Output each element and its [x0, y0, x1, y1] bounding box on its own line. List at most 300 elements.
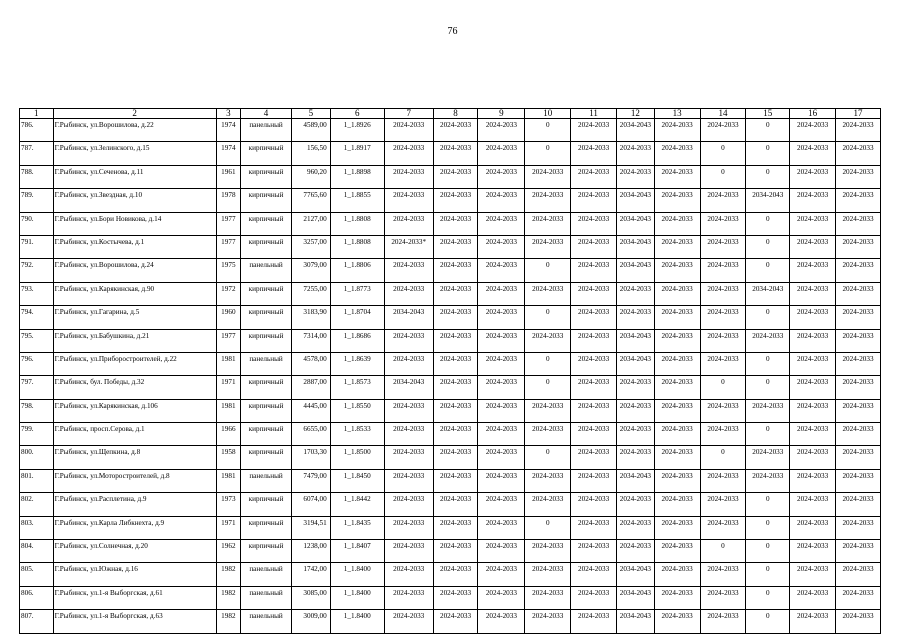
- period-cell: 2024-2033: [836, 329, 881, 352]
- period-cell: 0: [525, 516, 571, 539]
- address-cell: Г.Рыбинск, ул.Ворошилова, д.24: [53, 259, 216, 282]
- period-cell: 2024-2033: [433, 329, 478, 352]
- row-number-cell: 797.: [20, 376, 54, 399]
- period-cell: 2024-2033: [525, 469, 571, 492]
- period-cell: 0: [746, 563, 790, 586]
- period-cell: 2034-2043: [746, 189, 790, 212]
- period-cell: 2024-2033: [571, 376, 617, 399]
- period-cell: 2024-2033: [478, 540, 525, 563]
- period-cell: 2024-2033: [478, 259, 525, 282]
- period-cell: 2034-2043: [384, 306, 433, 329]
- period-cell: 2034-2043: [617, 259, 655, 282]
- column-header: 6: [330, 109, 384, 119]
- period-cell: 2024-2033: [654, 469, 700, 492]
- table-row: [20, 376, 881, 399]
- period-cell: 2024-2033: [571, 235, 617, 258]
- row-number-cell: 786.: [20, 119, 54, 142]
- table-row: [20, 259, 881, 282]
- table-row: [20, 352, 881, 375]
- period-cell: 2024-2033: [654, 189, 700, 212]
- address-cell: Г.Рыбинск, ул.Бабушкина, д.21: [53, 329, 216, 352]
- column-header: 14: [700, 109, 746, 119]
- period-cell: 2024-2033: [433, 212, 478, 235]
- rank-cell: 1_1.8400: [330, 610, 384, 633]
- period-cell: 2024-2033: [700, 329, 746, 352]
- period-cell: 2024-2033: [654, 399, 700, 422]
- period-cell: 0: [746, 493, 790, 516]
- period-cell: 2024-2033: [478, 189, 525, 212]
- period-cell: 2024-2033: [525, 282, 571, 305]
- period-cell: 2024-2033: [790, 446, 836, 469]
- table-row: [20, 399, 881, 422]
- address-cell: Г.Рыбинск, ул.Бори Новикова, д.14: [53, 212, 216, 235]
- page-number: 76: [447, 26, 458, 37]
- period-cell: 2024-2033: [478, 376, 525, 399]
- column-header: 1: [20, 109, 54, 119]
- rank-cell: 1_1.8808: [330, 212, 384, 235]
- period-cell: 2024-2033: [525, 329, 571, 352]
- address-cell: Г.Рыбинск, ул.Ворошилова, д.22: [53, 119, 216, 142]
- year-cell: 1982: [216, 586, 240, 609]
- period-cell: 2024-2033: [384, 259, 433, 282]
- wall-material-cell: кирпичный: [241, 142, 292, 165]
- wall-material-cell: кирпичный: [241, 329, 292, 352]
- period-cell: 2024-2033: [478, 586, 525, 609]
- period-cell: 2024-2033: [384, 563, 433, 586]
- period-cell: 2024-2033: [571, 165, 617, 188]
- table-row: [20, 493, 881, 516]
- period-cell: 2024-2033: [384, 352, 433, 375]
- period-cell: 2024-2033: [571, 189, 617, 212]
- period-cell: 0: [700, 165, 746, 188]
- address-cell: Г.Рыбинск, ул.Щепкина, д.8: [53, 446, 216, 469]
- period-cell: 2024-2033: [654, 119, 700, 142]
- period-cell: 2024-2033: [478, 446, 525, 469]
- rank-cell: 1_1.8407: [330, 540, 384, 563]
- period-cell: 2024-2033: [836, 469, 881, 492]
- year-cell: 1958: [216, 446, 240, 469]
- period-cell: 2024-2033: [617, 165, 655, 188]
- wall-material-cell: кирпичный: [241, 306, 292, 329]
- rank-cell: 1_1.8533: [330, 423, 384, 446]
- year-cell: 1960: [216, 306, 240, 329]
- period-cell: 2024-2033: [654, 493, 700, 516]
- address-cell: Г.Рыбинск, ул.Карла Либкнехта, д.9: [53, 516, 216, 539]
- wall-material-cell: панельный: [241, 563, 292, 586]
- table-row: [20, 189, 881, 212]
- column-header: 3: [216, 109, 240, 119]
- period-cell: 2024-2033: [478, 516, 525, 539]
- address-cell: Г.Рыбинск, ул.Южная, д.16: [53, 563, 216, 586]
- area-cell: 3183,90: [292, 306, 331, 329]
- table-row: [20, 235, 881, 258]
- period-cell: 0: [525, 446, 571, 469]
- address-cell: Г.Рыбинск, ул.Приборостроителей, д.22: [53, 352, 216, 375]
- table-row: [20, 119, 881, 142]
- period-cell: 2024-2033: [654, 586, 700, 609]
- row-number-cell: 798.: [20, 399, 54, 422]
- rank-cell: 1_1.8400: [330, 586, 384, 609]
- period-cell: 2034-2043: [617, 119, 655, 142]
- row-number-cell: 804.: [20, 540, 54, 563]
- period-cell: 0: [746, 212, 790, 235]
- period-cell: 0: [746, 306, 790, 329]
- period-cell: 2024-2033: [617, 142, 655, 165]
- row-number-cell: 792.: [20, 259, 54, 282]
- area-cell: 3079,00: [292, 259, 331, 282]
- period-cell: 2024-2033: [617, 493, 655, 516]
- period-cell: 0: [525, 352, 571, 375]
- wall-material-cell: панельный: [241, 469, 292, 492]
- rank-cell: 1_1.8550: [330, 399, 384, 422]
- row-number-cell: 791.: [20, 235, 54, 258]
- row-number-cell: 807.: [20, 610, 54, 633]
- period-cell: 2024-2033: [836, 235, 881, 258]
- period-cell: 0: [746, 423, 790, 446]
- row-number-cell: 806.: [20, 586, 54, 609]
- period-cell: 2024-2033: [384, 446, 433, 469]
- period-cell: 2024-2033: [478, 399, 525, 422]
- period-cell: 2024-2033: [384, 142, 433, 165]
- period-cell: 2024-2033: [478, 563, 525, 586]
- area-cell: 1238,00: [292, 540, 331, 563]
- period-cell: 2024-2033: [571, 516, 617, 539]
- period-cell: 2024-2033: [836, 540, 881, 563]
- period-cell: 2024-2033: [384, 282, 433, 305]
- rank-cell: 1_1.8500: [330, 446, 384, 469]
- period-cell: 2024-2033: [478, 469, 525, 492]
- column-header: 2: [53, 109, 216, 119]
- period-cell: 2024-2033: [433, 423, 478, 446]
- period-cell: 2024-2033: [571, 119, 617, 142]
- period-cell: 2024-2033: [836, 119, 881, 142]
- period-cell: 2024-2033: [384, 423, 433, 446]
- address-cell: Г.Рыбинск, ул.Моторостроителей, д.8: [53, 469, 216, 492]
- period-cell: 2024-2033: [478, 142, 525, 165]
- period-cell: 2024-2033: [571, 540, 617, 563]
- year-cell: 1977: [216, 329, 240, 352]
- wall-material-cell: панельный: [241, 352, 292, 375]
- period-cell: 2024-2033: [433, 516, 478, 539]
- period-cell: 2024-2033: [384, 493, 433, 516]
- period-cell: 2024-2033: [433, 376, 478, 399]
- period-cell: 2024-2033: [571, 212, 617, 235]
- period-cell: 2024-2033: [700, 282, 746, 305]
- wall-material-cell: панельный: [241, 119, 292, 142]
- period-cell: 2024-2033: [654, 563, 700, 586]
- period-cell: 2024-2033: [571, 610, 617, 633]
- address-cell: Г.Рыбинск, просп.Серова, д.1: [53, 423, 216, 446]
- table-row: [20, 469, 881, 492]
- period-cell: 2024-2033: [433, 586, 478, 609]
- period-cell: 2024-2033: [571, 306, 617, 329]
- period-cell: 2034-2043: [617, 329, 655, 352]
- address-cell: Г.Рыбинск, ул.1-я Выборгская, д.61: [53, 586, 216, 609]
- table-row: [20, 306, 881, 329]
- period-cell: 2024-2033: [617, 423, 655, 446]
- period-cell: 2024-2033: [836, 189, 881, 212]
- period-cell: 2024-2033: [700, 610, 746, 633]
- period-cell: 2034-2043: [617, 189, 655, 212]
- year-cell: 1982: [216, 610, 240, 633]
- row-number-cell: 799.: [20, 423, 54, 446]
- area-cell: 3194,51: [292, 516, 331, 539]
- area-cell: 7255,00: [292, 282, 331, 305]
- period-cell: 2034-2043: [617, 563, 655, 586]
- table-row: [20, 329, 881, 352]
- period-cell: 2024-2033: [617, 376, 655, 399]
- period-cell: 2024-2033: [571, 259, 617, 282]
- area-cell: 2887,00: [292, 376, 331, 399]
- period-cell: 2024-2033: [384, 189, 433, 212]
- column-header: 12: [617, 109, 655, 119]
- period-cell: 0: [746, 352, 790, 375]
- period-cell: 2024-2033: [790, 352, 836, 375]
- period-cell: 2024-2033: [384, 329, 433, 352]
- period-cell: 2024-2033: [836, 399, 881, 422]
- address-cell: Г.Рыбинск, ул.Звездная, д.10: [53, 189, 216, 212]
- period-cell: 2024-2033: [790, 165, 836, 188]
- rank-cell: 1_1.8926: [330, 119, 384, 142]
- rank-cell: 1_1.8704: [330, 306, 384, 329]
- period-cell: 2024-2033: [700, 306, 746, 329]
- period-cell: 0: [746, 376, 790, 399]
- period-cell: 2024-2033: [617, 306, 655, 329]
- year-cell: 1962: [216, 540, 240, 563]
- period-cell: 2024-2033: [654, 142, 700, 165]
- wall-material-cell: кирпичный: [241, 446, 292, 469]
- period-cell: 2024-2033: [790, 469, 836, 492]
- period-cell: 2024-2033: [384, 399, 433, 422]
- period-cell: 2024-2033: [525, 563, 571, 586]
- row-number-cell: 793.: [20, 282, 54, 305]
- period-cell: 2024-2033: [700, 399, 746, 422]
- period-cell: 2024-2033: [700, 259, 746, 282]
- period-cell: 2034-2043: [746, 282, 790, 305]
- column-header: 8: [433, 109, 478, 119]
- period-cell: 2024-2033: [617, 282, 655, 305]
- period-cell: 2024-2033: [525, 540, 571, 563]
- column-header: 17: [836, 109, 881, 119]
- wall-material-cell: кирпичный: [241, 516, 292, 539]
- period-cell: 2024-2033: [654, 212, 700, 235]
- wall-material-cell: кирпичный: [241, 189, 292, 212]
- column-header: 13: [654, 109, 700, 119]
- period-cell: 2024-2033: [700, 516, 746, 539]
- period-cell: 2024-2033: [433, 189, 478, 212]
- period-cell: 2024-2033: [746, 329, 790, 352]
- table-row: [20, 563, 881, 586]
- period-cell: 2024-2033: [433, 306, 478, 329]
- period-cell: 2034-2043: [617, 235, 655, 258]
- area-cell: 3257,00: [292, 235, 331, 258]
- period-cell: 2024-2033: [478, 610, 525, 633]
- period-cell: 2034-2043: [617, 469, 655, 492]
- row-number-cell: 803.: [20, 516, 54, 539]
- period-cell: 2024-2033: [790, 142, 836, 165]
- period-cell: 2024-2033: [790, 306, 836, 329]
- period-cell: 2024-2033: [525, 586, 571, 609]
- table-row: [20, 446, 881, 469]
- wall-material-cell: кирпичный: [241, 423, 292, 446]
- area-cell: 1703,30: [292, 446, 331, 469]
- period-cell: 2024-2033: [836, 586, 881, 609]
- period-cell: 0: [746, 259, 790, 282]
- period-cell: 2024-2033: [384, 469, 433, 492]
- area-cell: 1742,00: [292, 563, 331, 586]
- period-cell: 2024-2033: [700, 563, 746, 586]
- area-cell: 3085,00: [292, 586, 331, 609]
- table-row: [20, 586, 881, 609]
- period-cell: 0: [525, 119, 571, 142]
- wall-material-cell: кирпичный: [241, 235, 292, 258]
- row-number-cell: 787.: [20, 142, 54, 165]
- period-cell: 2024-2033: [525, 189, 571, 212]
- period-cell: 2024-2033: [654, 235, 700, 258]
- table-header-row: [20, 109, 881, 119]
- rank-cell: 1_1.8400: [330, 563, 384, 586]
- area-cell: 4578,00: [292, 352, 331, 375]
- period-cell: 0: [700, 446, 746, 469]
- period-cell: 0: [525, 306, 571, 329]
- period-cell: 2024-2033: [790, 516, 836, 539]
- period-cell: 2024-2033: [571, 352, 617, 375]
- year-cell: 1981: [216, 399, 240, 422]
- rank-cell: 1_1.8450: [330, 469, 384, 492]
- period-cell: 2024-2033: [525, 610, 571, 633]
- table-row: [20, 610, 881, 633]
- period-cell: 2024-2033: [433, 540, 478, 563]
- period-cell: 2024-2033: [700, 352, 746, 375]
- period-cell: 2024-2033: [478, 423, 525, 446]
- rank-cell: 1_1.8855: [330, 189, 384, 212]
- period-cell: 2024-2033: [571, 423, 617, 446]
- address-cell: Г.Рыбинск, ул.Солнечная, д.20: [53, 540, 216, 563]
- housing-register-table: [19, 108, 881, 634]
- column-header: 4: [241, 109, 292, 119]
- year-cell: 1971: [216, 376, 240, 399]
- area-cell: 6655,00: [292, 423, 331, 446]
- period-cell: 2024-2033: [790, 563, 836, 586]
- period-cell: 2024-2033: [571, 282, 617, 305]
- rank-cell: 1_1.8806: [330, 259, 384, 282]
- area-cell: 6074,00: [292, 493, 331, 516]
- period-cell: 2024-2033: [525, 423, 571, 446]
- area-cell: 156,50: [292, 142, 331, 165]
- period-cell: 2024-2033: [433, 119, 478, 142]
- area-cell: 2127,00: [292, 212, 331, 235]
- period-cell: 2024-2033: [746, 469, 790, 492]
- period-cell: 2024-2033: [478, 352, 525, 375]
- period-cell: 2024-2033: [836, 352, 881, 375]
- period-cell: 2024-2033: [836, 142, 881, 165]
- period-cell: 2024-2033: [433, 493, 478, 516]
- row-number-cell: 800.: [20, 446, 54, 469]
- period-cell: 2024-2033: [746, 446, 790, 469]
- row-number-cell: 796.: [20, 352, 54, 375]
- period-cell: 2024-2033: [700, 212, 746, 235]
- period-cell: 2024-2033: [790, 423, 836, 446]
- period-cell: 2024-2033: [525, 212, 571, 235]
- year-cell: 1971: [216, 516, 240, 539]
- period-cell: 2024-2033: [525, 493, 571, 516]
- period-cell: 2024-2033: [700, 423, 746, 446]
- period-cell: 2024-2033: [790, 540, 836, 563]
- area-cell: 3009,00: [292, 610, 331, 633]
- period-cell: 2024-2033: [790, 376, 836, 399]
- period-cell: 2024-2033: [836, 376, 881, 399]
- address-cell: Г.Рыбинск, ул.Карякинская, д.106: [53, 399, 216, 422]
- table-row: [20, 212, 881, 235]
- period-cell: 2024-2033: [836, 282, 881, 305]
- period-cell: 0: [525, 376, 571, 399]
- rank-cell: 1_1.8917: [330, 142, 384, 165]
- column-header: 16: [790, 109, 836, 119]
- period-cell: 2024-2033: [571, 586, 617, 609]
- period-cell: 2024-2033: [836, 423, 881, 446]
- year-cell: 1981: [216, 352, 240, 375]
- year-cell: 1982: [216, 563, 240, 586]
- column-header: 15: [746, 109, 790, 119]
- period-cell: 2024-2033: [384, 119, 433, 142]
- row-number-cell: 805.: [20, 563, 54, 586]
- period-cell: 2024-2033: [746, 399, 790, 422]
- period-cell: 2024-2033: [478, 235, 525, 258]
- period-cell: 2034-2043: [617, 212, 655, 235]
- column-header: 5: [292, 109, 331, 119]
- period-cell: 2024-2033: [384, 165, 433, 188]
- period-cell: 2024-2033: [836, 516, 881, 539]
- row-number-cell: 794.: [20, 306, 54, 329]
- period-cell: 0: [746, 235, 790, 258]
- period-cell: 2024-2033: [571, 469, 617, 492]
- period-cell: 0: [525, 259, 571, 282]
- year-cell: 1972: [216, 282, 240, 305]
- period-cell: 2024-2033: [384, 610, 433, 633]
- period-cell: 2024-2033: [836, 446, 881, 469]
- column-header: 10: [525, 109, 571, 119]
- period-cell: 2024-2033: [571, 329, 617, 352]
- period-cell: 2024-2033: [478, 329, 525, 352]
- period-cell: 0: [525, 142, 571, 165]
- wall-material-cell: панельный: [241, 586, 292, 609]
- rank-cell: 1_1.8435: [330, 516, 384, 539]
- period-cell: 2024-2033: [478, 212, 525, 235]
- period-cell: 2024-2033: [836, 306, 881, 329]
- address-cell: Г.Рыбинск, ул.Гагарина, д.5: [53, 306, 216, 329]
- period-cell: 2024-2033: [654, 423, 700, 446]
- period-cell: 0: [746, 516, 790, 539]
- table-row: [20, 165, 881, 188]
- period-cell: 0: [746, 142, 790, 165]
- period-cell: 2024-2033: [654, 329, 700, 352]
- period-cell: 2024-2033: [790, 282, 836, 305]
- period-cell: 2024-2033: [790, 235, 836, 258]
- row-number-cell: 788.: [20, 165, 54, 188]
- period-cell: 2034-2043: [384, 376, 433, 399]
- period-cell: 2024-2033: [790, 259, 836, 282]
- period-cell: 2024-2033: [700, 189, 746, 212]
- rank-cell: 1_1.8808: [330, 235, 384, 258]
- period-cell: 2024-2033: [525, 165, 571, 188]
- table-row: [20, 282, 881, 305]
- wall-material-cell: кирпичный: [241, 212, 292, 235]
- period-cell: 2024-2033: [654, 259, 700, 282]
- period-cell: 2034-2043: [617, 610, 655, 633]
- period-cell: 2024-2033: [571, 493, 617, 516]
- column-header: 11: [571, 109, 617, 119]
- year-cell: 1966: [216, 423, 240, 446]
